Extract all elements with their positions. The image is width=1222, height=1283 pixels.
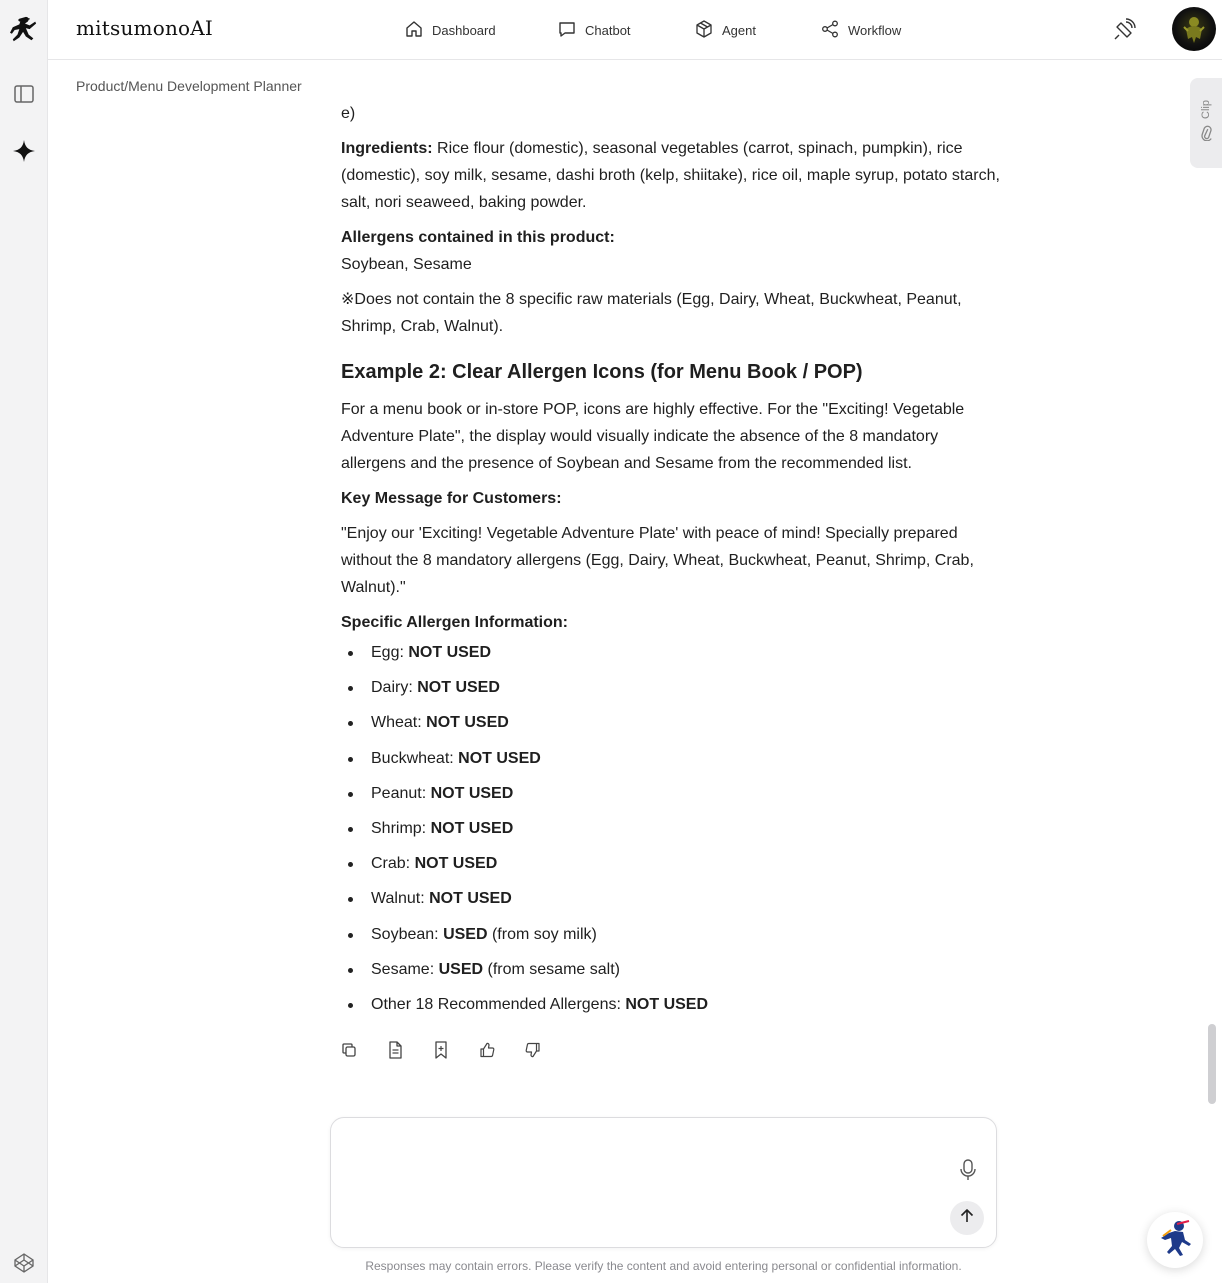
allergen-list-item <box>341 779 1001 814</box>
allergen-name: Peanut: <box>371 784 431 802</box>
allergen-list-item <box>341 990 1001 1025</box>
allergen-status: NOT USED <box>408 644 492 661</box>
chat-composer <box>330 1117 997 1248</box>
satellite-icon[interactable] <box>1112 18 1136 42</box>
assistant-bot-button[interactable] <box>1147 1212 1203 1268</box>
clip-tab[interactable] <box>1190 78 1222 168</box>
scrollbar-thumb[interactable] <box>1208 1024 1216 1104</box>
top-bar <box>48 0 1222 60</box>
example2-text: For a menu book or in-store POP, icons are highly effective. For the "Exciting! Vegetable Adventure Plate", the display would visually indicate the absence of the 8 mandatory allergens and the presence of Soybean and Sesame from the recommended list. <box>341 401 965 472</box>
brand-name: mitsumonoAI <box>76 16 214 40</box>
lead-fragment: e) <box>341 105 356 122</box>
nav-agent[interactable] <box>694 0 756 60</box>
ninja-logo-icon[interactable] <box>10 16 38 44</box>
allergen-name: Dairy: <box>371 679 418 697</box>
allergen-name: Buckwheat: <box>371 749 459 767</box>
allergen-name: Crab: <box>371 855 415 873</box>
allergen-status: USED <box>438 960 484 978</box>
ingredients-paragraph <box>341 135 1001 216</box>
nav-agent-label: Agent <box>722 22 756 38</box>
key-message-label <box>341 485 1001 512</box>
allergen-list-item <box>341 673 1001 708</box>
nav-chatbot-label: Chatbot <box>585 22 631 38</box>
bookmark-add-icon[interactable] <box>433 1041 449 1059</box>
nav-workflow-label: Workflow <box>848 22 902 38</box>
allergen-status: NOT USED <box>625 995 709 1013</box>
allergen-list-item <box>341 920 1001 955</box>
allergen-note: ※Does not contain the 8 specific raw materials (Egg, Dairy, Wheat, Buckwheat, Peanut, Shrimp, Crab, Walnut). <box>341 291 962 335</box>
allergen-status: NOT USED <box>430 819 514 837</box>
allergen-status: NOT USED <box>414 855 498 873</box>
allergen-list-item <box>341 744 1001 779</box>
allergen-list <box>341 638 1001 1025</box>
allergen-list-item <box>341 849 1001 884</box>
allergen-list-item <box>341 638 1001 673</box>
allergen-name: Soybean: <box>371 925 444 943</box>
thumbs-up-icon[interactable] <box>479 1041 495 1059</box>
home-icon <box>404 19 424 42</box>
allergen-list-item <box>341 814 1001 849</box>
nav-dashboard-label: Dashboard <box>432 22 496 38</box>
nav-chatbot[interactable] <box>557 0 631 60</box>
specific-label <box>341 609 1001 636</box>
allergen-list-item <box>341 955 1001 990</box>
codepen-icon[interactable] <box>10 1249 38 1277</box>
allergen-status: NOT USED <box>430 784 514 802</box>
user-avatar[interactable] <box>1172 7 1216 51</box>
allergen-name: Walnut: <box>371 890 430 908</box>
specific-label-text: Specific Allergen Information: <box>341 614 568 631</box>
send-button[interactable] <box>950 1201 984 1235</box>
ingredients-label: Ingredients: <box>341 140 433 157</box>
key-message-label-text: Key Message for Customers: <box>341 490 562 507</box>
breadcrumb[interactable]: Product/Menu Development Planner <box>76 78 302 94</box>
allergen-name: Egg: <box>371 644 409 661</box>
allergen-name: Shrimp: <box>371 819 431 837</box>
allergen-list-item <box>341 708 1001 743</box>
key-message-text: "Enjoy our 'Exciting! Vegetable Adventure Plate' with peace of mind! Specially prepared without the 8 mandatory allergens (Egg, Dairy, Wheat, Buckwheat, Peanut, Shrimp, Crab, Walnut)." <box>341 525 974 596</box>
allergens-text: Soybean, Sesame <box>341 256 472 273</box>
allergen-status: NOT USED <box>429 890 512 908</box>
example2-heading: Example 2: Clear Allergen Icons (for Menu Book / POP) <box>341 361 863 383</box>
ninja-mascot-icon <box>1155 1218 1195 1263</box>
assistant-message <box>341 100 1001 1025</box>
allergens-label: Allergens contained in this product: <box>341 229 615 246</box>
allergen-name: Wheat: <box>371 714 427 732</box>
allergens-paragraph <box>341 224 1001 278</box>
allergen-status: NOT USED <box>417 679 500 697</box>
sidebar-toggle-icon[interactable] <box>10 80 38 108</box>
allergen-status: NOT USED <box>426 714 509 732</box>
microphone-icon[interactable] <box>957 1158 979 1182</box>
allergen-status: NOT USED <box>458 749 541 767</box>
allergen-name: Sesame: <box>371 960 439 978</box>
message-input[interactable] <box>345 1132 935 1222</box>
allergen-status: USED <box>443 925 488 943</box>
paperclip-icon <box>1199 125 1213 146</box>
arrow-up-icon <box>958 1207 976 1230</box>
copy-icon[interactable] <box>341 1041 357 1059</box>
thumbs-down-icon[interactable] <box>525 1041 541 1059</box>
ingredients-text: Rice flour (domestic), seasonal vegetables (carrot, spinach, pumpkin), rice (domestic), soy milk, sesame, dashi broth (kelp, shiitake), rice oil, maple syrup, potato starch, salt, nori seaweed, baking powder. <box>341 140 1000 211</box>
disclaimer: Responses may contain errors. Please verify the content and avoid entering personal or confidential information. <box>365 1259 962 1273</box>
allergen-list-item <box>341 884 1001 919</box>
chat-bubble-icon <box>557 19 577 42</box>
share-nodes-icon <box>820 19 840 42</box>
message-actions <box>341 1041 541 1059</box>
allergen-extra: (from soy milk) <box>487 925 597 943</box>
allergen-name: Other 18 Recommended Allergens: <box>371 995 626 1013</box>
cube-icon <box>694 19 714 42</box>
clip-label: Clip <box>1200 100 1212 119</box>
allergen-extra: (from sesame salt) <box>483 960 620 978</box>
sparkle-icon[interactable] <box>10 137 38 165</box>
document-icon[interactable] <box>387 1041 403 1059</box>
nav-workflow[interactable] <box>820 0 901 60</box>
left-rail <box>0 0 48 1283</box>
nav-dashboard[interactable] <box>404 0 496 60</box>
